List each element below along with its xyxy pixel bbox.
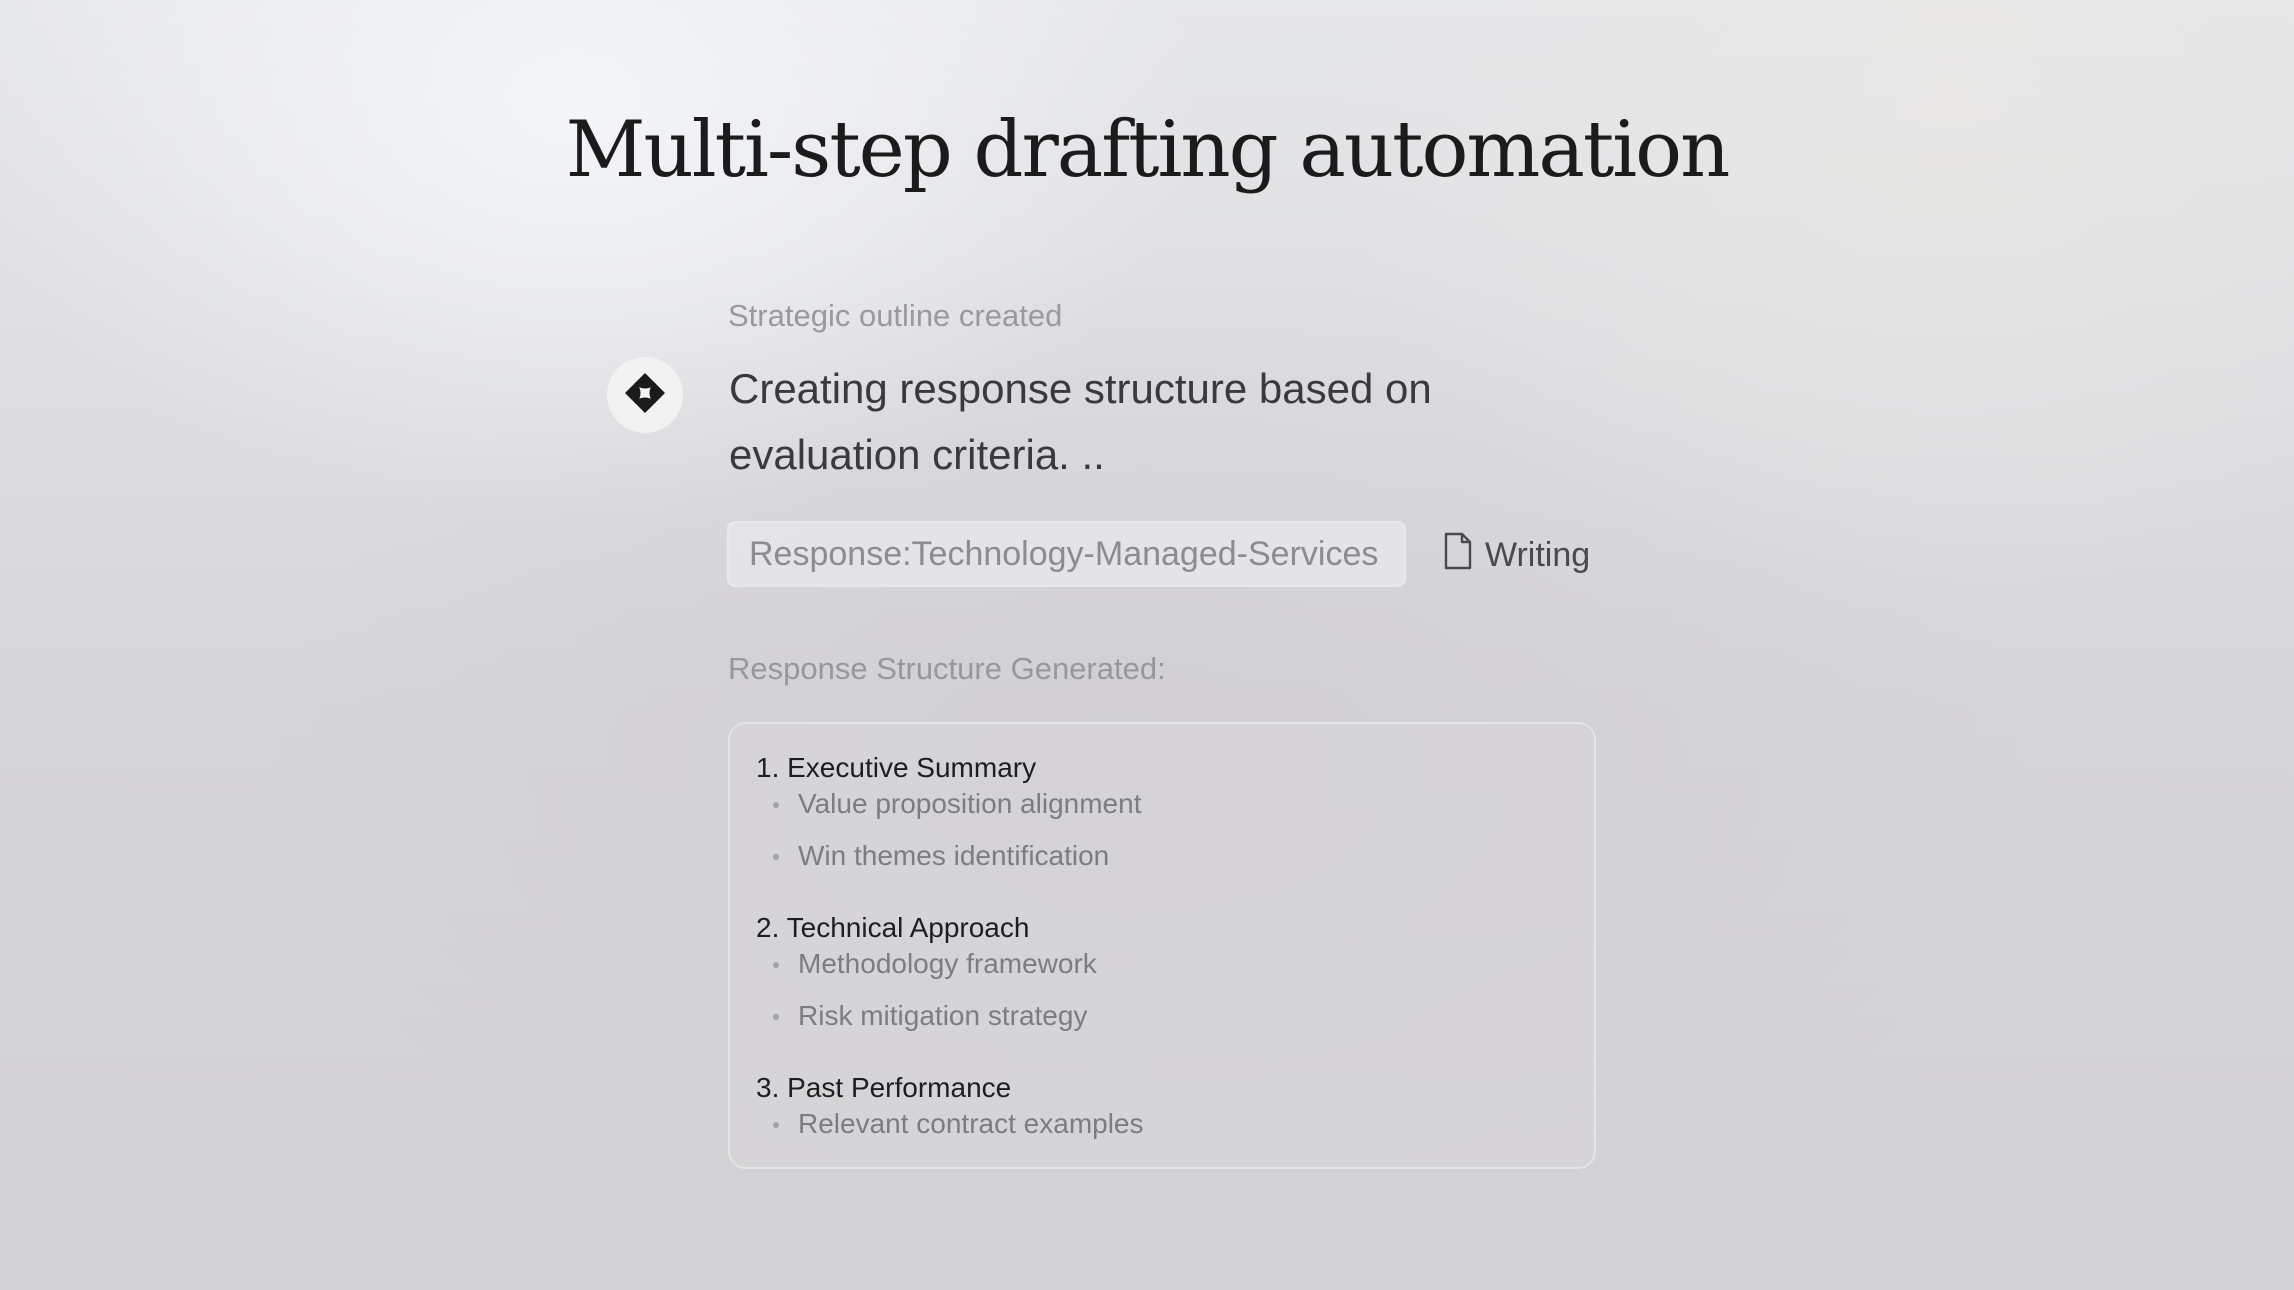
status-message: Creating response structure based on evaluation criteria. ..	[729, 365, 1432, 478]
writing-tag-label: Writing	[1485, 535, 1591, 574]
diamond-logo-icon	[624, 372, 666, 419]
outline-bullets	[756, 1106, 1144, 1142]
outline-bullets	[756, 786, 1141, 874]
outline-bullet: Value proposition alignment	[756, 786, 1141, 822]
file-name: Response:Technology-Managed-Services	[749, 534, 1379, 573]
outline-bullet: Methodology framework	[756, 946, 1097, 982]
outline-panel	[728, 722, 1596, 1169]
outline-bullets	[756, 946, 1097, 1034]
page-title: Multi-step drafting automation	[565, 105, 1729, 195]
outline-section	[756, 910, 1097, 1034]
outline-label: Response Structure Generated:	[728, 651, 1166, 686]
outline-heading: 1. Executive Summary	[756, 752, 1037, 783]
document-icon	[1443, 532, 1473, 579]
writing-tag	[1443, 530, 1590, 580]
outline-heading: 2. Technical Approach	[756, 912, 1030, 943]
outline-section	[756, 750, 1141, 874]
step-caption: Strategic outline created	[728, 298, 1063, 333]
outline-bullet: Relevant contract examples	[756, 1106, 1144, 1142]
agent-avatar	[607, 357, 683, 433]
file-chip[interactable]	[727, 521, 1406, 587]
outline-bullet: Win themes identification	[756, 838, 1141, 874]
outline-bullet: Risk mitigation strategy	[756, 998, 1097, 1034]
outline-heading: 3. Past Performance	[756, 1072, 1012, 1103]
outline-section	[756, 1070, 1144, 1142]
